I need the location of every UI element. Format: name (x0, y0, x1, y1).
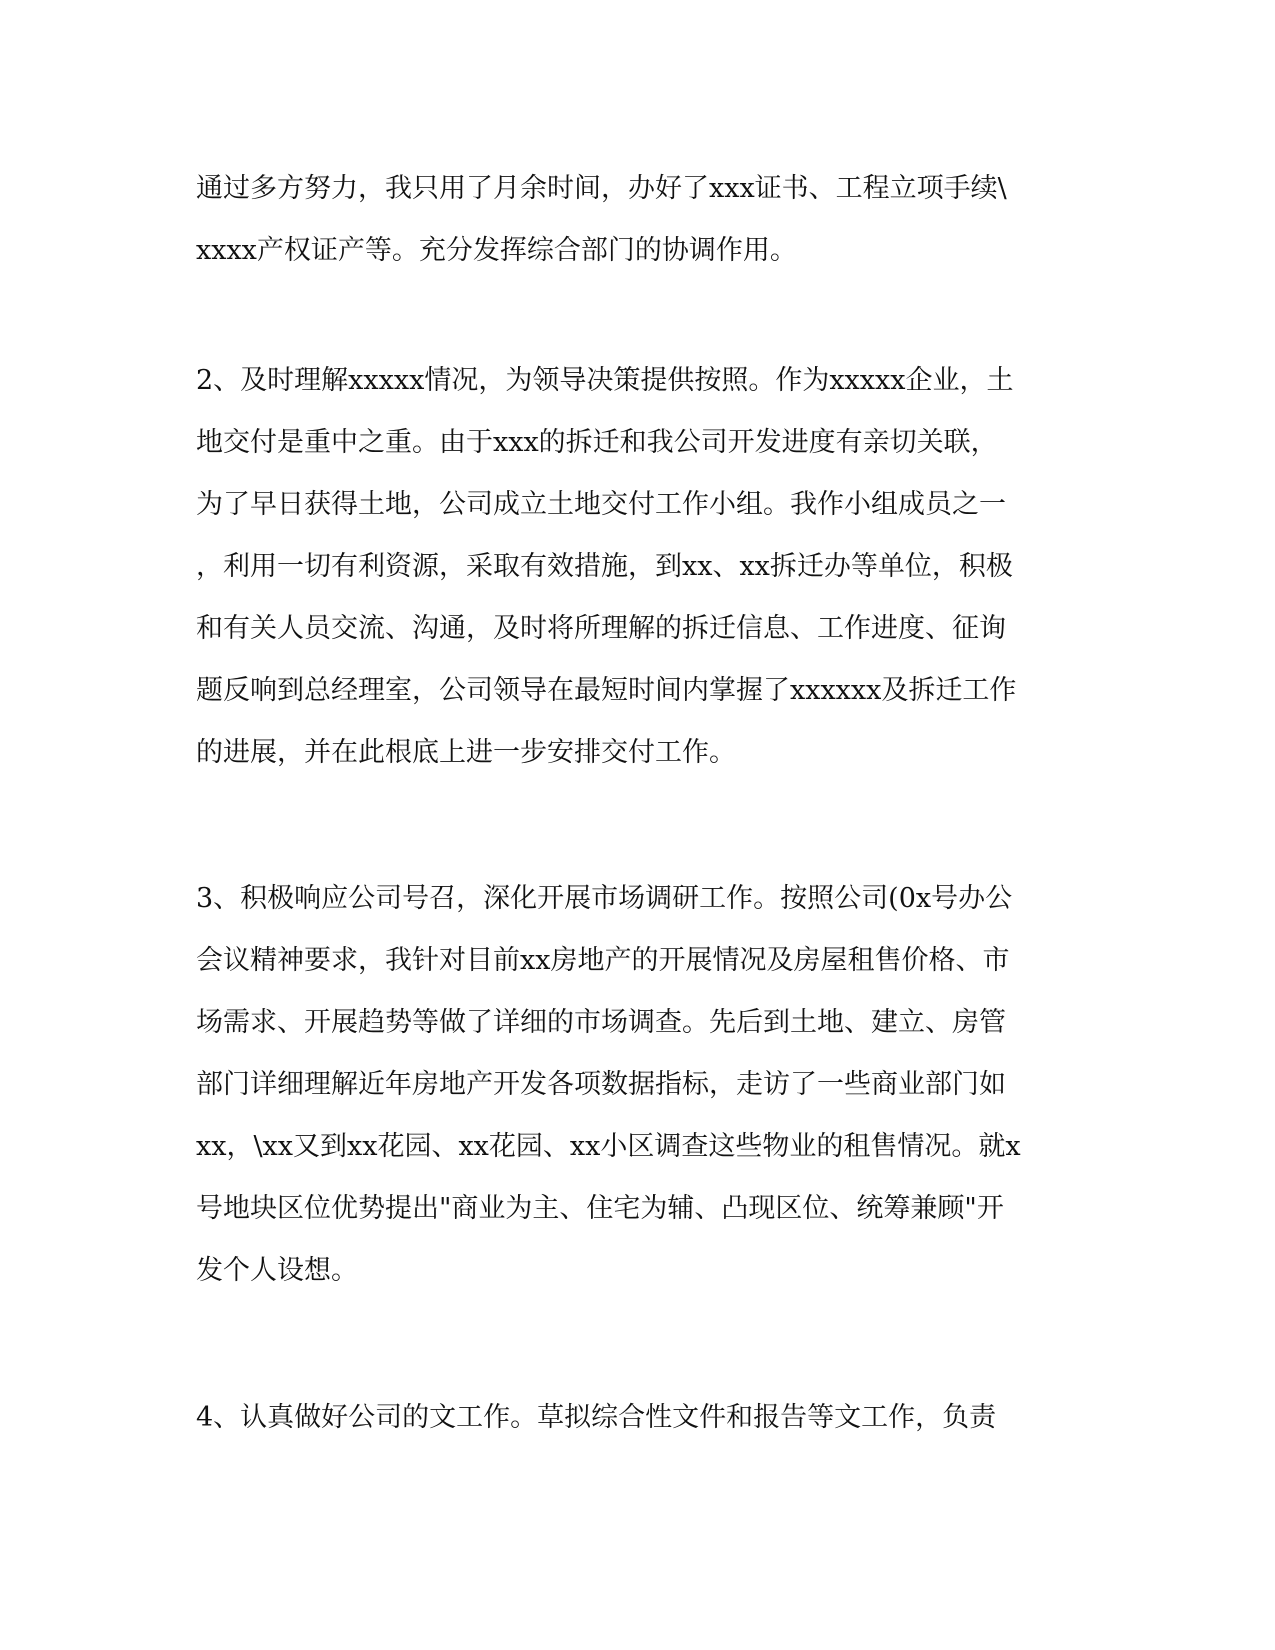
text-line: 和有关人员交流、沟通，及时将所理解的拆迁信息、工作进度、征询 (196, 613, 1006, 644)
text-line: 题反响到总经理室，公司领导在最短时间内掌握了xxxxxx及拆迁工作 (196, 675, 1017, 706)
text-line: xxxx产权证产等。充分发挥综合部门的协调作用。 (196, 235, 797, 266)
text-line: 部门详细理解近年房地产开发各项数据指标，走访了一些商业部门如 (196, 1069, 1006, 1100)
text-line: 地交付是重中之重。由于xxx的拆迁和我公司开发进度有亲切关联， (196, 427, 998, 458)
text-line: 通过多方努力，我只用了月余时间，办好了xxx证书、工程立项手续\ (196, 173, 1007, 204)
text-line: 为了早日获得土地，公司成立土地交付工作小组。我作小组成员之一 (196, 489, 1006, 520)
text-line: 3、积极响应公司号召，深化开展市场调研工作。按照公司(0x号办公 (196, 883, 1013, 914)
text-line: 发个人设想。 (196, 1255, 358, 1286)
text-line: 场需求、开展趋势等做了详细的市场调查。先后到土地、建立、房管 (196, 1007, 1006, 1038)
text-line: 4、认真做好公司的文工作。草拟综合性文件和报告等文工作，负责 (196, 1402, 997, 1433)
text-line: 号地块区位优势提出"商业为主、住宅为辅、凸现区位、统筹兼顾"开 (196, 1193, 1004, 1224)
text-line: 2、及时理解xxxxx情况，为领导决策提供按照。作为xxxxx企业，土 (196, 365, 1014, 396)
paragraph-2 (196, 350, 1076, 784)
text-line: ，利用一切有利资源，采取有效措施，到xx、xx拆迁办等单位，积极 (196, 551, 1013, 582)
text-line: 会议精神要求，我针对目前xx房地产的开展情况及房屋租售价格、市 (196, 945, 1010, 976)
text-line: xx，\xx又到xx花园、xx花园、xx小区调查这些物业的租售情况。就x (196, 1131, 1021, 1162)
paragraph-3 (196, 868, 1076, 1302)
paragraph-4 (196, 1387, 1076, 1449)
text-line: 的进展，并在此根底上进一步安排交付工作。 (196, 737, 736, 768)
paragraph-1 (196, 158, 1076, 282)
